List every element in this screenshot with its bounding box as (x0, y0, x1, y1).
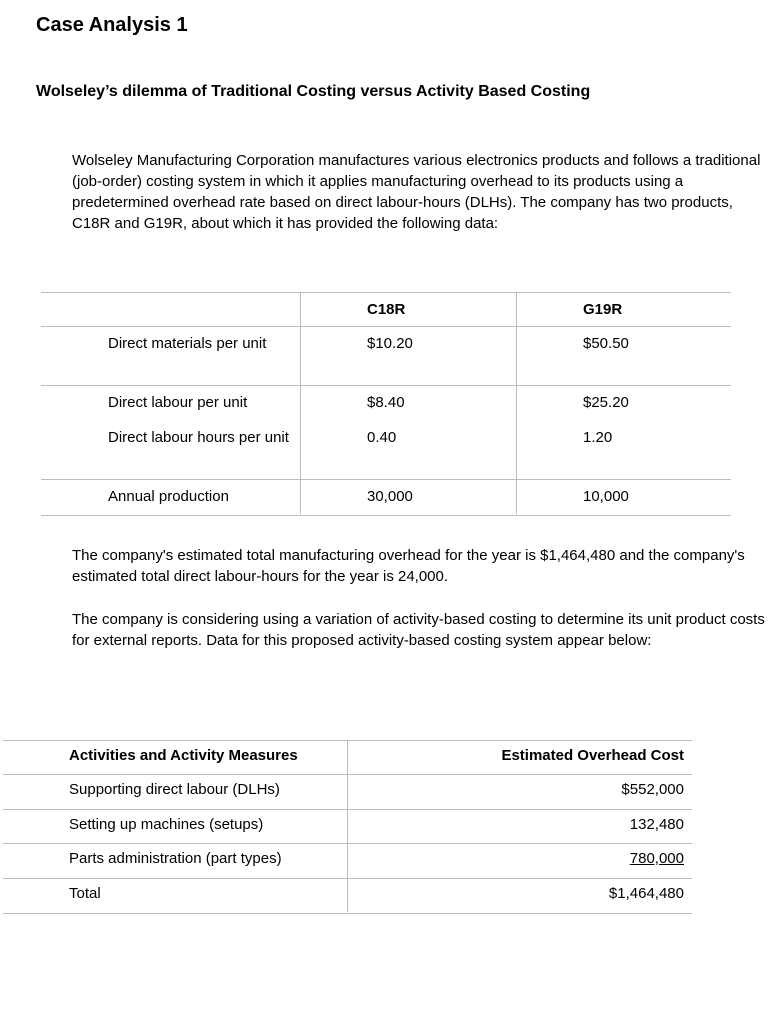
row-label: Direct labour hours per unit (108, 429, 289, 446)
activity-name: Parts administration (part types) (69, 850, 282, 867)
activity-cost: 780,000 (629, 850, 684, 867)
c18r-value: 30,000 (367, 488, 413, 505)
table-header-row (41, 292, 731, 327)
case-subtitle: Wolseley’s dilemma of Traditional Costing versus Activity Based Costing (36, 83, 591, 100)
table-row (41, 326, 731, 386)
header-g19r: G19R (583, 301, 623, 318)
table-row (41, 479, 731, 516)
table-row (3, 774, 692, 809)
activity-cost: 132,480 (629, 816, 684, 833)
c18r-value: 0.40 (367, 429, 397, 446)
table-row (3, 809, 692, 844)
g19r-value: 10,000 (583, 488, 629, 505)
table-header-row (3, 740, 692, 775)
header-c18r: C18R (367, 301, 406, 318)
activity-name: Setting up machines (setups) (69, 816, 264, 833)
header-overhead-cost: Estimated Overhead Cost (501, 747, 684, 764)
intro-paragraph: Wolseley Manufacturing Corporation manufactures various electronics products and follows a traditional (job-order) costing system in which it applies manufacturing overhead to its products using a predetermined overhead rate based on direct labour-hours (DLHs). The company has two products, C18R and G19R, about which it has provided the following data: (72, 152, 761, 232)
total-label: Total (69, 885, 101, 902)
activity-cost: $552,000 (621, 781, 684, 798)
total-row (3, 878, 692, 914)
table-row (41, 420, 731, 480)
c18r-value: $8.40 (367, 394, 405, 411)
table-row (41, 385, 731, 421)
page-title: Case Analysis 1 (36, 14, 188, 36)
g19r-value: $50.50 (583, 335, 629, 352)
g19r-value: 1.20 (583, 429, 613, 446)
header-activities: Activities and Activity Measures (69, 747, 298, 764)
overhead-paragraph: The company's estimated total manufacturing overhead for the year is $1,464,480 and the company's estimated total direct labour-hours for the year is 24,000. (72, 547, 745, 585)
g19r-value: $25.20 (583, 394, 629, 411)
c18r-value: $10.20 (367, 335, 413, 352)
total-value: $1,464,480 (608, 885, 684, 902)
abc-paragraph: The company is considering using a variation of activity-based costing to determine its unit product costs for external reports. Data for this proposed activity-based costing system appear below: (72, 611, 765, 649)
row-label: Direct labour per unit (108, 394, 248, 411)
table-row (3, 843, 692, 878)
row-label: Annual production (108, 488, 229, 505)
activity-name: Supporting direct labour (DLHs) (69, 781, 280, 798)
row-label: Direct materials per unit (108, 335, 267, 352)
